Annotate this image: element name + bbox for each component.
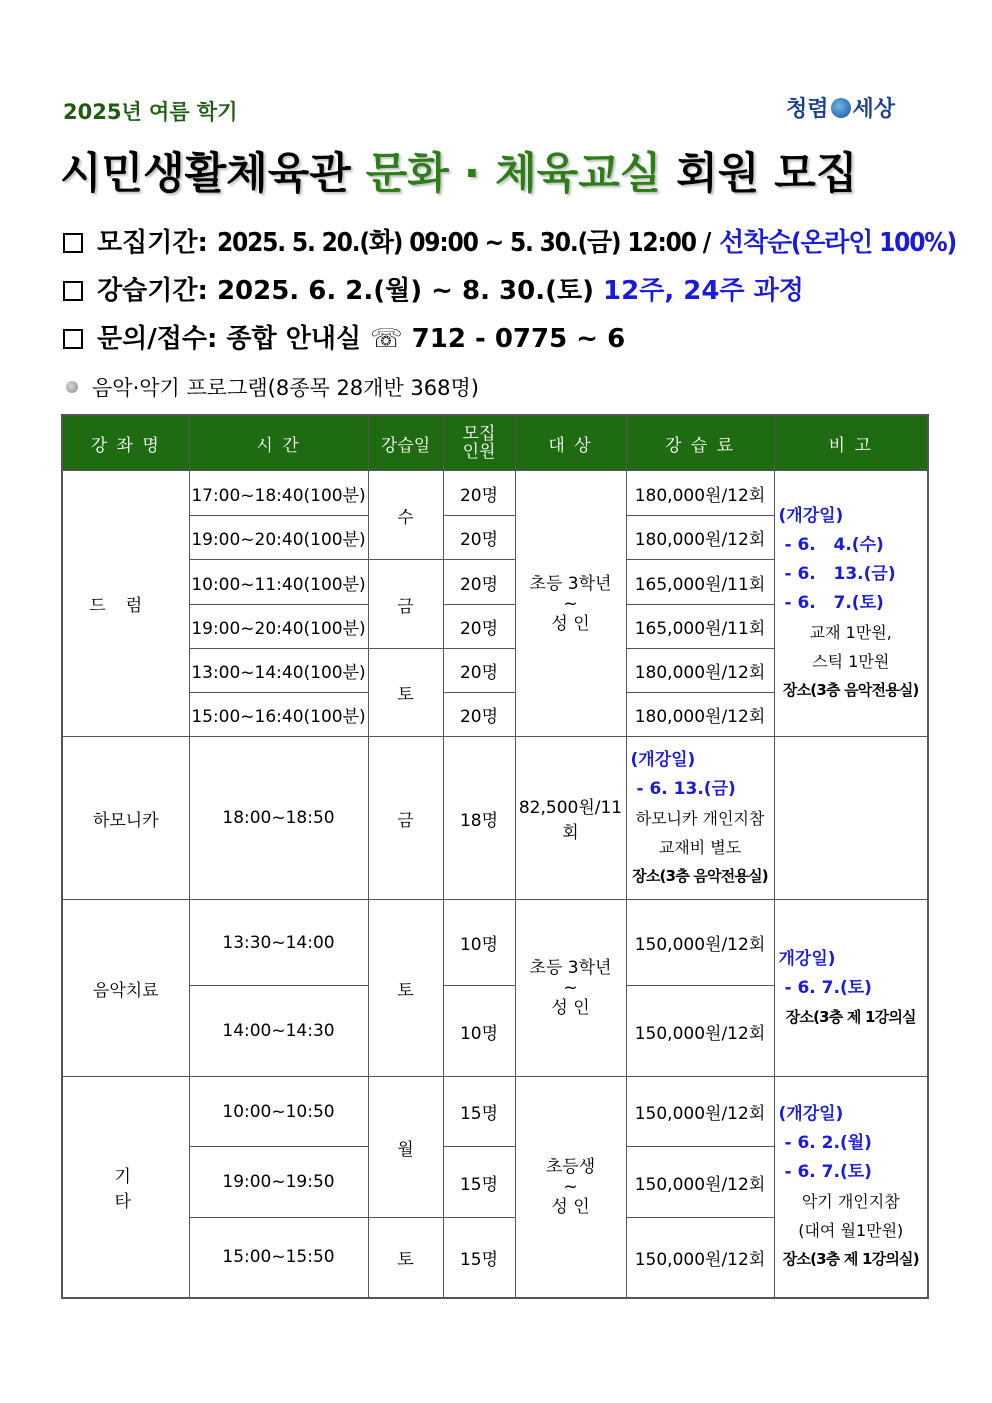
- count-cell: 10명: [443, 900, 515, 986]
- count-cell: 20명: [443, 649, 515, 693]
- time-cell: 19:00~20:40(100분): [189, 605, 368, 649]
- count-cell: 20명: [443, 560, 515, 605]
- fee-cell: 150,000원/12회: [626, 986, 774, 1077]
- fee-cell: 165,000원/11회: [626, 605, 774, 649]
- time-cell: 13:00~14:40(100분): [189, 649, 368, 693]
- count-cell: 20명: [443, 471, 515, 516]
- program-heading: 음악·악기 프로그램(8종목 28개반 368명): [66, 372, 479, 402]
- title-recruit: 회원 모집: [676, 149, 858, 199]
- fee-cell: 180,000원/12회: [626, 693, 774, 737]
- count-cell: 15명: [443, 1147, 515, 1218]
- course-name-guitar: 기타: [62, 1077, 189, 1298]
- fee-cell: 82,500원/11회: [515, 737, 626, 900]
- course-name-harmonica: 하모니카: [62, 737, 189, 900]
- time-cell: 17:00~18:40(100분): [189, 471, 368, 516]
- header-target: 대 상: [515, 415, 626, 471]
- note-cell-drum: (개강일) - 6. 4.(수) - 6. 13.(금) - 6. 7.(토) 교재 1만원, 스틱 1만원 장소(3층 음악전용실): [774, 471, 928, 737]
- target-cell: 초등생 ~ 성 인: [515, 1077, 626, 1298]
- table-row: [62, 900, 928, 986]
- day-cell: 금: [368, 560, 443, 649]
- checkbox-square-icon: [63, 329, 83, 349]
- header-capacity: 모집 인원: [443, 415, 515, 471]
- logo-text-left: 청렴: [786, 96, 829, 122]
- course-name-music-therapy: 음악치료: [62, 900, 189, 1077]
- time-cell: 10:00~10:50: [189, 1077, 368, 1147]
- count-cell: 15명: [443, 1218, 515, 1298]
- contact-value: 종합 안내실 ☏ 712 - 0775 ~ 6: [226, 324, 626, 354]
- time-cell: 15:00~16:40(100분): [189, 693, 368, 737]
- target-cell: 초등 3학년 ~ 성 인: [515, 471, 626, 737]
- table-row: [62, 471, 928, 516]
- recruit-period-value: 2025. 5. 20.(화) 09:00 ~ 5. 30.(금) 12:00 /: [216, 228, 711, 258]
- count-cell: 10명: [443, 986, 515, 1077]
- recruit-method: 선착순(온라인 100%): [719, 228, 957, 258]
- integrity-logo: [786, 92, 895, 123]
- seal-icon: [831, 98, 851, 118]
- time-cell: 19:00~19:50: [189, 1147, 368, 1218]
- day-cell: 토: [368, 1218, 443, 1298]
- count-cell: 15명: [443, 1077, 515, 1147]
- table-row: [62, 1077, 928, 1147]
- count-cell: 20명: [443, 693, 515, 737]
- course-period: 강습기간: 2025. 6. 2.(월) ~ 8. 30.(토) 12주, 24주 과정: [63, 270, 804, 307]
- season-label: 2025년 여름 학기: [63, 100, 238, 124]
- header-course: 강 좌 명: [62, 415, 189, 471]
- count-cell: 20명: [443, 516, 515, 560]
- class-schedule-table: [61, 414, 929, 1299]
- recruit-period: 모집기간: 2025. 5. 20.(화) 09:00 ~ 5. 30.(금) 12:00 / 선착순(온라인 100%): [63, 222, 956, 259]
- fee-cell: 150,000원/12회: [626, 900, 774, 986]
- day-cell: 월: [368, 1077, 443, 1218]
- time-cell: 19:00~20:40(100분): [189, 516, 368, 560]
- target-cell: 초등 3학년 ~ 성 인: [515, 900, 626, 1077]
- table-row: [62, 737, 928, 900]
- course-period-value: 2025. 6. 2.(월) ~ 8. 30.(토): [216, 276, 594, 306]
- count-cell: 20명: [443, 605, 515, 649]
- note-cell-guitar: (개강일) - 6. 2.(월) - 6. 7.(토) 악기 개인지참 (대여 월1만원) 장소(3층 제 1강의실): [774, 1077, 928, 1298]
- count-cell: 18명: [443, 737, 515, 900]
- header-time: 시 간: [189, 415, 368, 471]
- title-program: 문화 · 체육교실: [365, 149, 662, 199]
- time-cell: 18:00~18:50: [189, 737, 368, 900]
- fee-cell: 180,000원/12회: [626, 516, 774, 560]
- course-length: 12주, 24주 과정: [603, 276, 804, 306]
- time-cell: 14:00~14:30: [189, 986, 368, 1077]
- day-cell: 토: [368, 900, 443, 1077]
- checkbox-square-icon: [63, 281, 83, 301]
- bullet-icon: [66, 381, 78, 393]
- logo-text-right: 세상: [852, 96, 896, 122]
- time-cell: 15:00~15:50: [189, 1218, 368, 1298]
- day-cell: 토: [368, 649, 443, 737]
- time-cell: 13:30~14:00: [189, 900, 368, 986]
- page-title: [60, 140, 857, 201]
- fee-cell: 180,000원/12회: [626, 471, 774, 516]
- fee-cell: 150,000원/12회: [626, 1147, 774, 1218]
- header-fee: 강 습 료: [626, 415, 774, 471]
- fee-cell: 150,000원/12회: [626, 1077, 774, 1147]
- fee-cell: 150,000원/12회: [626, 1218, 774, 1298]
- day-cell: 금: [368, 737, 443, 900]
- title-facility: 시민생활체육관: [60, 149, 351, 199]
- fee-cell: 180,000원/12회: [626, 649, 774, 693]
- fee-cell: 165,000원/11회: [626, 560, 774, 605]
- checkbox-square-icon: [63, 233, 83, 253]
- time-cell: 10:00~11:40(100분): [189, 560, 368, 605]
- table-header-row: [62, 415, 928, 471]
- note-cell-music-therapy: 개강일) - 6. 7.(토) 장소(3층 제 1강의실: [774, 900, 928, 1077]
- day-cell: 수: [368, 471, 443, 560]
- header-note: 비 고: [774, 415, 928, 471]
- contact-info: 문의/접수: 종합 안내실 ☏ 712 - 0775 ~ 6: [63, 318, 625, 355]
- note-cell-harmonica: (개강일) - 6. 13.(금) 하모니카 개인지참 교재비 별도 장소(3층 음악전용실): [626, 737, 774, 900]
- header-day: 강습일: [368, 415, 443, 471]
- course-name-drum: 드럼: [62, 471, 189, 737]
